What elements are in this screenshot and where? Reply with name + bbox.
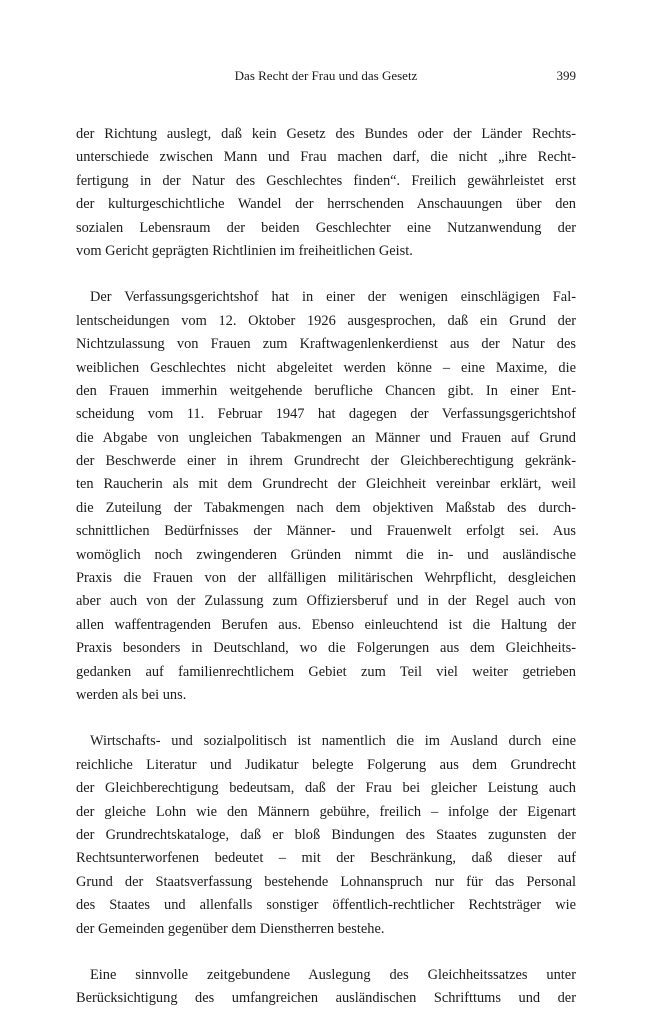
paragraph bbox=[76, 964, 576, 1011]
text-line: der gleiche Lohn wie den Männern gebühre, freilich – infolge der Eigenart bbox=[76, 803, 576, 820]
text-line: vom Gericht geprägten Richtlinien im freiheitlichen Geist. bbox=[76, 242, 413, 259]
text-line: der Beschwerde einer in ihrem Grundrecht der Gleichberechtigung gekränk- bbox=[76, 453, 576, 470]
text-line: womöglich noch zwingenderen Gründen nimmt die in- und ausländische bbox=[76, 546, 576, 563]
text-line: reichliche Literatur und Judikatur belegte Folgerung aus dem Grundrecht bbox=[76, 756, 576, 773]
text-line: weiblichen Geschlechtes nicht abgeleitet werden könne – eine Maxime, die bbox=[76, 359, 576, 376]
text-line: die Abgabe von ungleichen Tabakmengen an Männer und Frauen auf Grund bbox=[76, 429, 576, 446]
paragraph-spacer bbox=[76, 941, 576, 964]
text-line: scheidung vom 11. Februar 1947 hat dagegen der Verfassungsgerichtshof bbox=[76, 406, 576, 423]
text-line: werden als bei uns. bbox=[76, 686, 187, 703]
text-line: den Frauen immerhin weitgehende berufliche Chancen gibt. In einer Ent- bbox=[76, 382, 576, 399]
paragraph bbox=[76, 286, 576, 707]
text-line: Berücksichtigung des umfangreichen ausländischen Schrifttums und der bbox=[76, 990, 576, 1007]
text-line: des Staates und allenfalls sonstiger öffentlich-rechtlicher Rechtsträger wie bbox=[76, 897, 576, 914]
text-line: schnittlichen Bedürfnisses der Männer- und Frauenwelt erfolgt sei. Aus bbox=[76, 523, 576, 540]
paragraph bbox=[76, 730, 576, 941]
text-line: Praxis besonders in Deutschland, wo die Folgerungen aus dem Gleichheits- bbox=[76, 640, 576, 657]
text-line: Grund der Staatsverfassung bestehende Lohnanspruch nur für das Personal bbox=[76, 873, 576, 890]
text-line: Eine sinnvolle zeitgebundene Auslegung des Gleichheitssatzes unter bbox=[90, 966, 576, 983]
running-title: Das Recht der Frau und das Gesetz bbox=[234, 68, 418, 83]
text-line: der kulturgeschichtliche Wandel der herrschenden Anschauungen über den bbox=[76, 196, 576, 213]
paragraph-spacer bbox=[76, 263, 576, 286]
text-line: Der Verfassungsgerichtshof hat in einer der wenigen einschlägigen Fal- bbox=[90, 289, 576, 306]
page-number: 399 bbox=[556, 68, 576, 83]
text-line: der Grundrechtskataloge, daß er bloß Bindungen des Staates zugunsten der bbox=[76, 826, 576, 843]
text-line: die Zuteilung der Tabakmengen nach dem objektiven Maßstab des durch- bbox=[76, 499, 576, 516]
text-line: lentscheidungen vom 12. Oktober 1926 ausgesprochen, daß ein Grund der bbox=[76, 312, 576, 329]
paragraph bbox=[76, 123, 576, 263]
text-line: der Gemeinden gegenüber dem Dienstherren bestehe. bbox=[76, 920, 385, 937]
text-line: ten Raucherin als mit dem Grundrecht der Gleichheit vereinbar erklärt, weil bbox=[76, 476, 576, 493]
body-text bbox=[76, 123, 576, 1011]
text-line: der Gleichberechtigung bedeutsam, daß der Frau bei gleicher Leistung auch bbox=[76, 780, 576, 797]
running-header bbox=[76, 66, 576, 86]
text-line: Praxis die Frauen von der allfälligen militärischen Wehrpflicht, desgleichen bbox=[76, 570, 576, 587]
text-line: fertigung in der Natur des Geschlechtes finden“. Freilich gewährleistet erst bbox=[76, 172, 576, 189]
text-line: sozialen Lebensraum der beiden Geschlechter eine Nutzanwendung der bbox=[76, 219, 576, 236]
text-line: unterschiede zwischen Mann und Frau machen darf, die nicht „ihre Recht- bbox=[76, 149, 576, 166]
text-line: allen waffentragenden Berufen aus. Ebenso einleuchtend ist die Haltung der bbox=[76, 616, 576, 633]
text-line: aber auch von der Zulassung zum Offiziersberuf und in der Regel auch von bbox=[76, 593, 576, 610]
paragraph-spacer bbox=[76, 707, 576, 730]
text-line: Wirtschafts- und sozialpolitisch ist namentlich die im Ausland durch eine bbox=[90, 733, 576, 750]
text-line: Nichtzulassung von Frauen zum Kraftwagenlenkerdienst aus der Natur des bbox=[76, 336, 576, 353]
text-line: der Richtung auslegt, daß kein Gesetz des Bundes oder der Länder Rechts- bbox=[76, 126, 576, 142]
text-line: Rechtsunterworfenen bedeutet – mit der Beschränkung, daß dieser auf bbox=[76, 850, 576, 867]
text-line: gedanken auf familienrechtlichem Gebiet zum Teil viel weiter getrieben bbox=[76, 663, 576, 680]
